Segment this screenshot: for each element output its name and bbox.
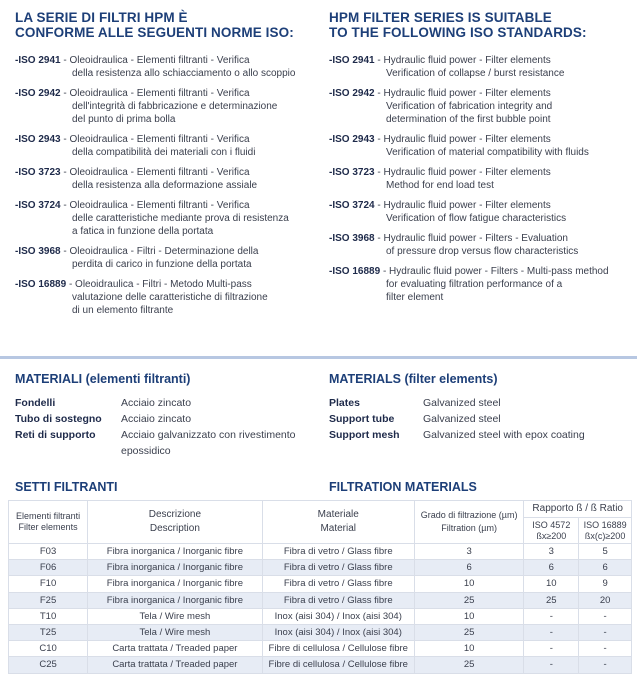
iso-code: -ISO 16889	[329, 266, 381, 277]
iso-item	[15, 87, 320, 126]
cell-filtration: 25	[414, 657, 524, 673]
materiali-list: Fondelli Acciaio zincato Tubo di sostegno Acciaio zincato Reti di supporto Acciaio galvanizzato con rivestimento epossidico	[15, 397, 296, 457]
title-english: HPM FILTER SERIES IS SUITABLE TO THE FOLLOWING ISO STANDARDS:	[329, 10, 587, 40]
iso-desc: - Hydraulic fluid power - Filter elements	[377, 200, 551, 211]
cell-material: Fibre di cellulosa / Cellulose fibre	[262, 641, 414, 657]
cell-material: Fibra di vetro / Glass fibre	[262, 592, 414, 608]
iso-desc: - Hydraulic fluid power - Filter elements	[377, 55, 551, 66]
iso-desc: dell'integrità di fabbricazione e determinazione	[72, 101, 278, 112]
cell-element: F25	[9, 592, 88, 608]
iso-desc: a fatica in funzione della portata	[72, 226, 214, 237]
iso-item	[15, 245, 320, 271]
iso-code: -ISO 2943	[329, 134, 375, 145]
iso-desc: Method for end load test	[386, 180, 494, 191]
iso-desc: for evaluating filtration performance of a	[386, 279, 563, 290]
iso-desc: di un elemento filtrante	[72, 305, 174, 316]
iso-item	[329, 232, 634, 258]
iso-desc: - Hydraulic fluid power - Filter elements	[377, 88, 551, 99]
iso-desc: Verification of material compatibility with fluids	[386, 147, 589, 158]
iso-code: -ISO 3724	[15, 200, 61, 211]
table-row	[9, 592, 632, 608]
iso-item	[15, 199, 320, 238]
cell-element: F03	[9, 544, 88, 560]
table-row	[9, 544, 632, 560]
cell-iso4572: -	[524, 624, 579, 640]
iso-desc: - Hydraulic fluid power - Filters - Multi-pass method	[382, 266, 609, 277]
materials-title: MATERIALS (filter elements)	[329, 372, 498, 386]
iso-desc: - Hydraulic fluid power - Filters - Evaluation	[377, 233, 568, 244]
col-header-ratio: Rapporto ß / ß Ratio	[524, 501, 632, 518]
cell-iso4572: -	[524, 657, 579, 673]
iso-desc: Verification of flow fatigue characteristics	[386, 213, 567, 224]
col-header-description: Descrizione Description	[88, 501, 263, 544]
cell-filtration: 3	[414, 544, 524, 560]
iso-desc: valutazione delle caratteristiche di filtrazione	[72, 292, 268, 303]
iso-code: -ISO 2941	[15, 55, 61, 66]
iso-desc: della compatibilità dei materiali con i fluidi	[72, 147, 256, 158]
cell-iso4572: 3	[524, 544, 579, 560]
col-header-iso16889: ISO 16889 ßx(c)≥200	[579, 518, 632, 544]
cell-filtration: 10	[414, 576, 524, 592]
cell-filtration: 25	[414, 624, 524, 640]
cell-iso4572: -	[524, 608, 579, 624]
iso-item	[329, 87, 634, 126]
cell-description: Carta trattata / Treaded paper	[88, 641, 263, 657]
iso-item	[329, 199, 634, 225]
iso-code: -ISO 3723	[329, 167, 375, 178]
cell-iso16889: -	[579, 624, 632, 640]
cell-description: Fibra inorganica / Inorganic fibre	[88, 544, 263, 560]
iso-item	[15, 166, 320, 192]
iso-code: -ISO 3968	[15, 246, 61, 257]
iso-desc: - Oleoidraulica - Elementi filtranti - Verifica	[63, 134, 250, 145]
cell-description: Carta trattata / Treaded paper	[88, 657, 263, 673]
iso-code: -ISO 2943	[15, 134, 61, 145]
iso-desc: perdita di carico in funzione della portata	[72, 259, 252, 270]
iso-item	[15, 133, 320, 159]
table-body	[9, 544, 632, 674]
cell-material: Fibra di vetro / Glass fibre	[262, 576, 414, 592]
iso-desc: Verification of collapse / burst resistance	[386, 68, 565, 79]
cell-filtration: 10	[414, 608, 524, 624]
cell-filtration: 6	[414, 560, 524, 576]
cell-description: Tela / Wire mesh	[88, 624, 263, 640]
iso-desc: - Oleoidraulica - Elementi filtranti - Verifica	[63, 88, 250, 99]
cell-description: Fibra inorganica / Inorganic fibre	[88, 560, 263, 576]
col-header-elements: Elementi filtranti Filter elements	[9, 501, 88, 544]
cell-iso16889: 5	[579, 544, 632, 560]
cell-element: F10	[9, 576, 88, 592]
cell-material: Fibra di vetro / Glass fibre	[262, 544, 414, 560]
iso-code: -ISO 2941	[329, 55, 375, 66]
iso-desc: delle caratteristiche mediante prova di resistenza	[72, 213, 289, 224]
cell-description: Tela / Wire mesh	[88, 608, 263, 624]
iso-item	[15, 54, 320, 80]
iso-item	[329, 166, 634, 192]
cell-iso16889: -	[579, 608, 632, 624]
iso-item	[329, 265, 634, 304]
cell-material: Fibre di cellulosa / Cellulose fibre	[262, 657, 414, 673]
iso-code: -ISO 3968	[329, 233, 375, 244]
cell-filtration: 25	[414, 592, 524, 608]
setti-title: SETTI FILTRANTI	[15, 480, 118, 494]
cell-element: T10	[9, 608, 88, 624]
iso-list-italian	[15, 54, 320, 324]
section-divider	[0, 356, 637, 359]
iso-list-english	[329, 54, 634, 311]
col-header-iso4572: ISO 4572 ßx≥200	[524, 518, 579, 544]
iso-desc: - Oleoidraulica - Elementi filtranti - Verifica	[63, 167, 250, 178]
materials-list: Plates Galvanized steel Support tube Galvanized steel Support mesh Galvanized steel with epox coating	[329, 397, 585, 441]
table-row	[9, 641, 632, 657]
filtration-title: FILTRATION MATERIALS	[329, 480, 477, 494]
cell-description: Fibra inorganica / Inorganic fibre	[88, 576, 263, 592]
cell-iso4572: -	[524, 641, 579, 657]
cell-iso16889: 20	[579, 592, 632, 608]
cell-element: F06	[9, 560, 88, 576]
iso-desc: - Oleoidraulica - Elementi filtranti - Verifica	[63, 200, 250, 211]
iso-desc: of pressure drop versus flow characteristics	[386, 246, 579, 257]
iso-desc: - Oleoidraulica - Filtri - Determinazione della	[63, 246, 259, 257]
iso-code: -ISO 2942	[329, 88, 375, 99]
iso-code: -ISO 2942	[15, 88, 61, 99]
table-row	[9, 560, 632, 576]
table-row	[9, 624, 632, 640]
iso-code: -ISO 3724	[329, 200, 375, 211]
iso-desc: del punto di prima bolla	[72, 114, 176, 125]
table-row	[9, 608, 632, 624]
cell-iso4572: 25	[524, 592, 579, 608]
cell-material: Inox (aisi 304) / Inox (aisi 304)	[262, 624, 414, 640]
title-italian: LA SERIE DI FILTRI HPM È CONFORME ALLE SEGUENTI NORME ISO:	[15, 10, 294, 40]
cell-iso16889: -	[579, 657, 632, 673]
iso-desc: - Hydraulic fluid power - Filter elements	[377, 134, 551, 145]
cell-filtration: 10	[414, 641, 524, 657]
table-row	[9, 657, 632, 673]
cell-material: Fibra di vetro / Glass fibre	[262, 560, 414, 576]
iso-desc: - Hydraulic fluid power - Filter elements	[377, 167, 551, 178]
iso-desc: della resistenza alla deformazione assiale	[72, 180, 258, 191]
cell-iso4572: 6	[524, 560, 579, 576]
cell-element: C10	[9, 641, 88, 657]
iso-desc: della resistenza allo schiacciamento o allo scoppio	[72, 68, 296, 79]
cell-description: Fibra inorganica / Inorganic fibre	[88, 592, 263, 608]
col-header-material: Materiale Material	[262, 501, 414, 544]
table-row	[9, 576, 632, 592]
iso-desc: Verification of fabrication integrity and	[386, 101, 553, 112]
iso-desc: - Oleoidraulica - Elementi filtranti - Verifica	[63, 55, 250, 66]
cell-element: T25	[9, 624, 88, 640]
iso-code: -ISO 3723	[15, 167, 61, 178]
cell-iso4572: 10	[524, 576, 579, 592]
iso-item	[329, 133, 634, 159]
iso-code: -ISO 16889	[15, 279, 67, 290]
materiali-title: MATERIALI (elementi filtranti)	[15, 372, 191, 386]
iso-item	[15, 278, 320, 317]
cell-iso16889: 6	[579, 560, 632, 576]
iso-item	[329, 54, 634, 80]
iso-desc: determination of the first bubble point	[386, 114, 551, 125]
cell-iso16889: -	[579, 641, 632, 657]
cell-element: C25	[9, 657, 88, 673]
filtration-table	[8, 500, 632, 674]
iso-desc: - Oleoidraulica - Filtri - Metodo Multi-pass	[68, 279, 252, 290]
col-header-filtration: Grado di filtrazione (µm) Filtration (µm)	[414, 501, 524, 544]
cell-iso16889: 9	[579, 576, 632, 592]
cell-material: Inox (aisi 304) / Inox (aisi 304)	[262, 608, 414, 624]
iso-desc: filter element	[386, 292, 444, 303]
